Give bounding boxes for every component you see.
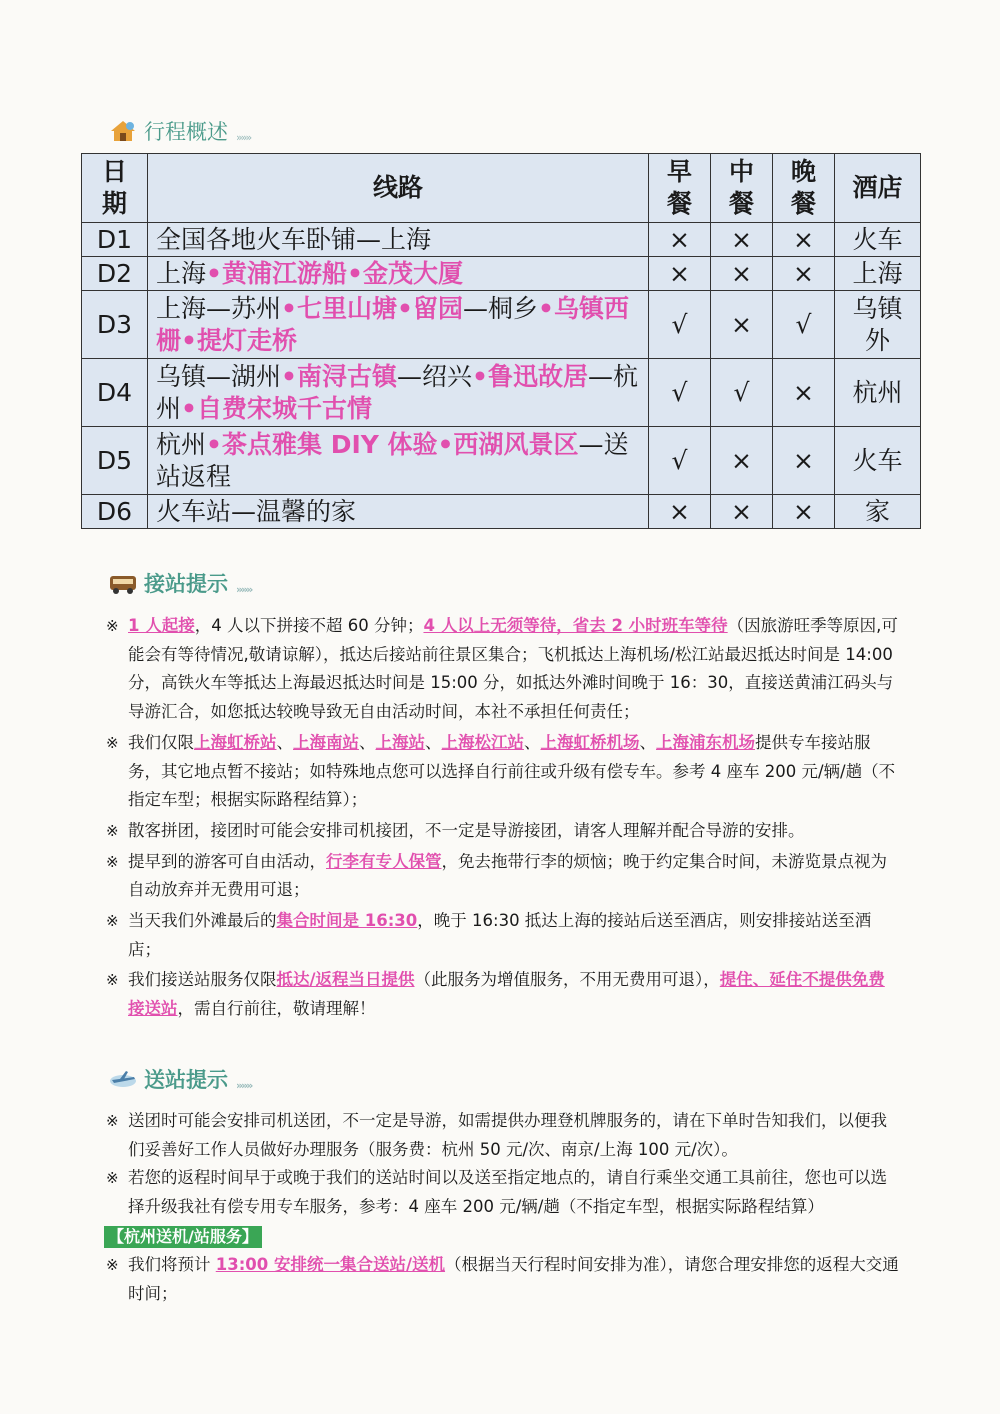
arrows-decoration: »»» xyxy=(236,130,251,144)
note-text: 、 xyxy=(639,732,656,752)
note-text: 、 xyxy=(276,732,293,752)
note-text: 当天我们外滩最后的 xyxy=(128,911,277,931)
cell-day: D6 xyxy=(82,495,148,529)
cell-hotel: 乌镇外 xyxy=(835,291,921,359)
cell-hotel: 火车 xyxy=(835,223,921,257)
note-item xyxy=(106,1164,901,1221)
cell-dinner: × xyxy=(773,223,835,257)
cell-dinner: × xyxy=(773,495,835,529)
note-text: ，晚于 16:30 抵达上海的接站后送至酒店，则安排接站送至酒店； xyxy=(128,911,872,959)
cell-breakfast: × xyxy=(649,257,711,291)
route-highlight: •茶点雅集 DIY 体验•西湖风景区 xyxy=(206,429,579,459)
arrows-decoration: »»» xyxy=(236,582,252,596)
table-header-row xyxy=(82,154,921,223)
cell-breakfast: √ xyxy=(649,359,711,427)
note-text: （此服务为增值服务，不用无费用可退）， xyxy=(414,970,720,990)
note-text: 提早到的游客可自由活动， xyxy=(128,851,326,871)
note-text: （因旅游旺季等原因,可能会有等待情况,敬请谅解），抵达后接站前往景区集合；飞机抵达上海机场/松江站最迟抵达时间是 14:00 分，高铁火车等抵达上海最迟抵达时间是 15:00 分，如抵达外滩时间晚于 16：30，直接送黄浦江码头与导游汇合，如您抵达较晚导致无自由活动时间，本社不承担任何责任； xyxy=(128,616,898,722)
hangzhou-tag: 【杭州送机/站服务】 xyxy=(104,1226,262,1248)
cell-lunch: × xyxy=(711,257,773,291)
bullet-mark: ※ xyxy=(106,617,119,635)
route-highlight: •乌镇西栅•提灯走桥 xyxy=(156,293,629,355)
note-highlight: 13:00 安排统一集合送站/送机 xyxy=(215,1255,446,1274)
route-text: 乌镇—湖州 xyxy=(156,361,282,391)
note-highlight: 行李有专人保管 xyxy=(326,851,442,871)
note-item xyxy=(106,1107,901,1164)
cell-dinner: × xyxy=(773,359,835,427)
cell-day: D2 xyxy=(82,257,148,291)
airplane-icon xyxy=(108,1066,138,1092)
route-highlight: •自费宋城千古情 xyxy=(181,393,372,423)
cell-hotel: 杭州 xyxy=(835,359,921,427)
cell-lunch: × xyxy=(711,427,773,495)
note-item xyxy=(106,612,901,727)
bullet-mark: ※ xyxy=(106,733,119,752)
route-text: —杭州 xyxy=(156,361,639,423)
route-text: 杭州 xyxy=(156,429,207,459)
note-highlight: 上海虹桥站 xyxy=(194,732,277,752)
note-text: 、 xyxy=(524,732,541,752)
note-item xyxy=(106,729,901,815)
note-item xyxy=(106,848,901,905)
cell-route xyxy=(148,257,649,291)
bullet-mark: ※ xyxy=(106,971,119,990)
cell-day: D1 xyxy=(82,223,148,257)
cell-breakfast: × xyxy=(649,223,711,257)
cell-day: D5 xyxy=(82,427,148,495)
table-row xyxy=(82,257,921,291)
header-route: 线路 xyxy=(148,154,649,223)
route-highlight: •鲁迅故居 xyxy=(472,361,588,391)
cell-dinner: √ xyxy=(773,291,835,359)
cell-hotel: 家 xyxy=(835,495,921,529)
cell-route xyxy=(148,427,649,495)
note-item xyxy=(106,1251,901,1308)
table-row xyxy=(82,495,921,529)
note-highlight: 上海南站 xyxy=(293,732,359,752)
cell-day: D3 xyxy=(82,291,148,359)
pickup-heading xyxy=(108,568,251,598)
table-row xyxy=(82,427,921,495)
header-date: 日期 xyxy=(82,154,148,223)
cell-route xyxy=(148,495,649,529)
note-text: ，免去拖带行李的烦恼；晚于约定集合时间，未游览景点视为自动放弃并无费用可退； xyxy=(128,851,887,900)
bullet-mark: ※ xyxy=(106,821,119,840)
bullet-mark: ※ xyxy=(106,1256,119,1274)
dropoff-title: 送站提示 xyxy=(144,1068,228,1092)
arrows-decoration: »»» xyxy=(236,1078,252,1092)
note-text: 送团时可能会安排司机送团，不一定是导游，如需提供办理登机牌服务的，请在下单时告知我们，以便我们妥善好工作人员做好办理服务（服务费：杭州 50 元/次、南京/上海 100 元/次）。 xyxy=(128,1111,887,1159)
note-text: 我们接送站服务仅限 xyxy=(128,970,277,990)
note-highlight: 1 人起接 xyxy=(128,616,195,635)
overview-title: 行程概述 xyxy=(144,120,228,144)
note-highlight: 集合时间是 16:30 xyxy=(276,911,418,931)
note-text: 、 xyxy=(425,732,442,752)
note-text: 我们仅限 xyxy=(128,732,194,752)
table-row xyxy=(82,359,921,427)
pickup-notes xyxy=(106,612,901,1026)
route-text: 上海—苏州 xyxy=(156,293,282,323)
cell-breakfast: √ xyxy=(649,427,711,495)
header-lunch: 中餐 xyxy=(711,154,773,223)
note-item xyxy=(106,966,901,1023)
note-text: 若您的返程时间早于或晚于我们的送站时间以及送至指定地点的，请自行乘坐交通工具前往，您也可以选择升级我社有偿专用专车服务，参考：4 座车 200 元/辆/趟（不指定车型，根据实际路程结算） xyxy=(128,1168,887,1217)
cell-lunch: × xyxy=(711,495,773,529)
cell-hotel: 火车 xyxy=(835,427,921,495)
note-text: 散客拼团，接团时可能会安排司机接团，不一定是导游接团，请客人理解并配合导游的安排。 xyxy=(128,820,805,840)
cell-lunch: √ xyxy=(711,359,773,427)
note-highlight: 4 人以上无须等待，省去 2 小时班车等待 xyxy=(423,616,728,635)
route-text: —绍兴 xyxy=(397,361,473,391)
table-row xyxy=(82,223,921,257)
route-highlight: •七里山塘•留园 xyxy=(281,293,463,323)
hangzhou-notes xyxy=(106,1251,901,1308)
route-highlight: •南浔古镇 xyxy=(281,361,397,391)
note-highlight: 上海站 xyxy=(375,732,425,752)
house-icon xyxy=(108,118,138,144)
note-text: 、 xyxy=(359,732,376,752)
overview-heading xyxy=(108,116,250,146)
bullet-mark: ※ xyxy=(106,912,119,931)
note-highlight: 上海松江站 xyxy=(441,732,524,752)
bullet-mark: ※ xyxy=(106,1169,119,1188)
dropoff-notes xyxy=(106,1107,901,1222)
note-text: ，需自行前往，敬请理解！ xyxy=(177,999,376,1019)
note-item xyxy=(106,817,901,846)
route-highlight: •黄浦江游船•金茂大厦 xyxy=(206,258,463,288)
route-text: 全国各地火车卧铺—上海 xyxy=(156,224,432,254)
header-breakfast: 早餐 xyxy=(649,154,711,223)
note-highlight: 上海浦东机场 xyxy=(656,732,755,752)
cell-lunch: × xyxy=(711,223,773,257)
note-text: （根据当天行程时间安排为准），请您合理安排您的返程大交通时间； xyxy=(128,1255,899,1303)
note-text: 提供专车接站服务，其它地点暂不接站；如特殊地点您可以选择自行前往或升级有偿专车。参考 4 座车 200 元/辆/趟（不指定车型；根据实际路程结算）； xyxy=(128,732,896,810)
cell-lunch: × xyxy=(711,291,773,359)
cell-route xyxy=(148,291,649,359)
cell-breakfast: × xyxy=(649,495,711,529)
note-item xyxy=(106,907,901,964)
note-highlight: 上海虹桥机场 xyxy=(540,732,640,752)
bus-icon xyxy=(108,570,138,596)
note-highlight: 提住、延住不提供免费接送站 xyxy=(128,970,885,1019)
note-text: ，4 人以下拼接不超 60 分钟； xyxy=(194,616,424,635)
note-text: 我们将预计 xyxy=(128,1255,216,1274)
route-text: 上海 xyxy=(156,258,207,288)
cell-route xyxy=(148,223,649,257)
cell-dinner: × xyxy=(773,257,835,291)
cell-hotel: 上海 xyxy=(835,257,921,291)
itinerary-table xyxy=(81,153,921,529)
cell-route xyxy=(148,359,649,427)
route-text: —送站返程 xyxy=(156,429,629,491)
header-dinner: 晚餐 xyxy=(773,154,835,223)
dropoff-heading xyxy=(108,1064,251,1094)
bullet-mark: ※ xyxy=(106,1112,119,1130)
cell-breakfast: √ xyxy=(649,291,711,359)
cell-day: D4 xyxy=(82,359,148,427)
cell-dinner: × xyxy=(773,427,835,495)
header-hotel: 酒店 xyxy=(835,154,921,223)
route-text: 火车站—温馨的家 xyxy=(156,496,357,526)
bullet-mark: ※ xyxy=(106,852,119,871)
table-row xyxy=(82,291,921,359)
note-highlight: 抵达/返程当日提供 xyxy=(276,970,415,990)
route-text: —桐乡 xyxy=(462,293,538,323)
pickup-title: 接站提示 xyxy=(144,572,228,596)
